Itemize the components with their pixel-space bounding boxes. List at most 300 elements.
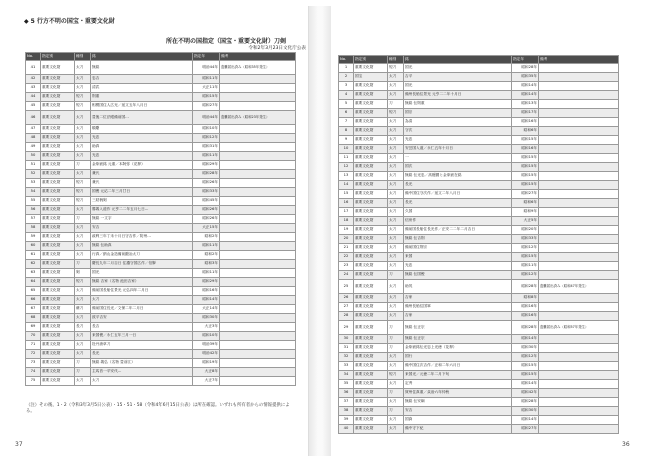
table-cell (539, 380, 619, 389)
table-cell: 備前国住長光／文保二年二月日 (91, 305, 193, 314)
table-cell: 来国 (404, 253, 512, 262)
table-cell: 昭和16年 (512, 118, 539, 127)
table-cell: 44 (26, 93, 41, 102)
table-cell: 太刀 (388, 235, 404, 244)
table-cell (220, 314, 296, 323)
table-cell: 重要文化財 (41, 350, 75, 359)
table-cell: 重要文化財 (354, 353, 388, 362)
table-cell: 57 (26, 215, 41, 224)
table-cell: 主馬首一平安代… (91, 368, 193, 377)
table-cell: 重要文化財 (354, 253, 388, 262)
table-cell: 昭和12年 (512, 353, 539, 362)
table-cell: 太刀 (388, 91, 404, 100)
table-row (26, 188, 296, 197)
table-cell: 太刀 (75, 332, 91, 341)
table-cell: 昭和12年 (512, 244, 539, 253)
table-cell: 昭和33年 (512, 235, 539, 244)
table-cell: 長光 (91, 350, 193, 359)
table-cell: 重要文化財 (41, 341, 75, 350)
table-cell: 47 (26, 125, 41, 134)
table-cell: 54 (26, 188, 41, 197)
table-row (339, 100, 619, 109)
table-cell: 10 (339, 145, 354, 154)
table-row (339, 208, 619, 217)
table-cell: 6 (339, 109, 354, 118)
table-cell (539, 199, 619, 208)
table-row (339, 244, 619, 253)
table-cell (539, 136, 619, 145)
table-cell: 太刀 (91, 296, 193, 305)
table-row (339, 163, 619, 172)
table-cell: 太刀 (388, 145, 404, 154)
table-row (26, 233, 296, 242)
table-cell: 短刀 (388, 109, 404, 118)
table-cell: 昭和15年 (512, 371, 539, 380)
table-cell: 太刀 (388, 181, 404, 190)
table-cell (539, 82, 619, 91)
table-cell: 太刀 (75, 111, 91, 125)
table-cell (220, 125, 296, 134)
table-cell: 明治44年 (193, 61, 220, 75)
table-cell (220, 75, 296, 84)
table-cell: 4 (339, 91, 354, 100)
table-cell: 太刀 (75, 75, 91, 84)
table-cell: 昭和29年 (193, 161, 220, 170)
table-header-row (26, 53, 296, 61)
table-cell: 太刀 (75, 152, 91, 161)
table-cell: 重要文化財 (41, 61, 75, 75)
table-cell (539, 145, 619, 154)
table-cell: 太刀 (388, 136, 404, 145)
table-cell: 安吉 (91, 224, 193, 233)
table-cell: 来国光／元徳二年二月下旬 (404, 371, 512, 380)
table-cell (220, 242, 296, 251)
table-cell: 行真／納山金造備前鍛冶太刀 (91, 251, 193, 260)
table-row (339, 91, 619, 100)
table-cell: 41 (26, 61, 41, 75)
table-cell: 60 (26, 242, 41, 251)
table-cell: 昭和15年 (512, 362, 539, 371)
table-row (26, 314, 296, 323)
table-cell: 太刀 (388, 253, 404, 262)
table-cell: 太刀 (388, 154, 404, 163)
table-cell: 昭和15年 (512, 163, 539, 172)
table-cell (539, 163, 619, 172)
table-cell (539, 91, 619, 100)
table-cell: 重要文化財 (354, 294, 388, 303)
table-cell (539, 303, 619, 312)
table-cell: 太刀 (388, 262, 404, 271)
table-cell (539, 226, 619, 235)
table-row (26, 111, 296, 125)
table-cell: 重要文化財 (354, 280, 388, 294)
table-cell: 重要文化財 (41, 134, 75, 143)
table-cell: 重要文化財 (354, 380, 388, 389)
table-cell: 9 (339, 136, 354, 145)
column-header: 指定年 (512, 56, 539, 64)
table-cell: 備州長船住景光 元亨二二年十月日 (404, 91, 512, 100)
table-cell (220, 197, 296, 206)
column-header: 指定年 (193, 53, 220, 61)
footnote: （注）その後、1・2（令和3年3月5日公表）・15・51・58（令和4年6月15日公表）は所在確認。いずれも所有者からの情報提供による。 (26, 403, 290, 415)
table-cell: 昭和42年 (512, 389, 539, 398)
table-cell: 光忠 (91, 134, 193, 143)
table-cell: 64 (26, 278, 41, 287)
table-cell: 重要文化財 (354, 118, 388, 127)
table-cell: 重要文化財 (354, 371, 388, 380)
table-cell: 昭和30年 (512, 407, 539, 416)
table-cell: 刀 (388, 344, 404, 353)
table-cell: 太刀 (388, 398, 404, 407)
table-cell: 昭和6年 (512, 127, 539, 136)
table-cell: 昭和15年 (512, 253, 539, 262)
table-cell: 無銘 伝正宗 (404, 335, 512, 344)
table-cell: 15 (339, 190, 354, 199)
table-cell (220, 359, 296, 368)
table-row (339, 73, 619, 82)
table-cell: 昭和15年 (193, 93, 220, 102)
table-cell: 重要文化財 (41, 224, 75, 233)
table-cell: 太刀 (388, 312, 404, 321)
table-cell: 重要文化財 (354, 235, 388, 244)
table-cell: 備中守下紀 (404, 425, 512, 434)
table-cell: 重要文化財 (41, 111, 75, 125)
table-row (339, 190, 619, 199)
table-cell: 短刀 (75, 188, 91, 197)
table-cell: 昭和10年 (193, 125, 220, 134)
table-cell: 重要文化財 (354, 145, 388, 154)
table-cell: 豊後二位法眼備前国… (91, 111, 193, 125)
table-cell: 無銘 伝正宗 (404, 321, 512, 335)
table-cell: 22 (339, 253, 354, 262)
table-cell: 34 (339, 371, 354, 380)
table-cell (539, 109, 619, 118)
table-cell (220, 368, 296, 377)
table-cell: 大正11年 (193, 84, 220, 93)
table-row (26, 305, 296, 314)
table-cell: 重要文化財 (41, 332, 75, 341)
table-cell: 8 (339, 127, 354, 136)
table-cell (539, 235, 619, 244)
table-cell: 65 (26, 287, 41, 296)
table-cell: 盗難届出済み（昭和23年発生） (220, 111, 296, 125)
table-cell: 吉平 (404, 73, 512, 82)
table-cell: 国光 (91, 269, 193, 278)
table-row (26, 332, 296, 341)
table-cell (539, 362, 619, 371)
table-row (339, 262, 619, 271)
table-cell: 昭和14年 (512, 380, 539, 389)
table-cell: 昭和14年 (512, 91, 539, 100)
table-row (26, 102, 296, 111)
table-cell: 重要文化財 (41, 93, 75, 102)
table-cell (539, 154, 619, 163)
table-cell (220, 332, 296, 341)
table-row (339, 226, 619, 235)
table-cell: 無銘 吉家（名物 池田吉家） (91, 278, 193, 287)
table-cell: 昭和33年 (193, 188, 220, 197)
table-row (26, 269, 296, 278)
table-row (339, 389, 619, 398)
table-cell: 重要文化財 (354, 154, 388, 163)
table-row (339, 118, 619, 127)
table-cell: 33 (339, 362, 354, 371)
column-header: 銘 (404, 56, 512, 64)
table-cell: 37 (339, 398, 354, 407)
table-cell: 17 (339, 208, 354, 217)
table-cell: 重要文化財 (41, 170, 75, 179)
table-cell: 無銘 伝則重 (404, 100, 512, 109)
table-cell: 昭和30年 (512, 344, 539, 353)
column-header: 指定別 (41, 53, 75, 61)
table-cell: 太刀 (75, 84, 91, 93)
table-cell: 久国 (404, 208, 512, 217)
table-cell: 太刀 (388, 244, 404, 253)
table-cell: 53 (26, 179, 41, 188)
table-cell: 21 (339, 244, 354, 253)
table-row (26, 287, 296, 296)
table-row (339, 199, 619, 208)
table-cell: 25 (339, 280, 354, 294)
table-row (339, 425, 619, 434)
table-cell: 昭和8年 (512, 294, 539, 303)
table-cell: 安吉 (404, 407, 512, 416)
table-cell (539, 244, 619, 253)
table-cell: 大正5年 (512, 217, 539, 226)
table-row (26, 206, 296, 215)
table-cell: 薙刀 (75, 305, 91, 314)
table-cell: 昭和15年 (512, 154, 539, 163)
table-cell: 国光 (404, 64, 512, 73)
table-cell: 重要文化財 (354, 226, 388, 235)
table-cell: 刀 (388, 335, 404, 344)
table-cell (539, 190, 619, 199)
table-cell (539, 344, 619, 353)
table-cell (539, 425, 619, 434)
table-row (339, 344, 619, 353)
table-cell: 昭和29年 (193, 278, 220, 287)
table-cell: 定秀 (404, 380, 512, 389)
table-cell: 重要文化財 (41, 152, 75, 161)
table-row (339, 280, 619, 294)
table-cell: 56 (26, 206, 41, 215)
table-cell: 重要文化財 (354, 312, 388, 321)
table-row (339, 294, 619, 303)
table-cell: 備前国長船住長光作／正安二二年二月吉日 (404, 226, 512, 235)
table-cell: 刀 (75, 368, 91, 377)
table-cell: 75 (26, 377, 41, 386)
table-row (26, 224, 296, 233)
table-cell: 28 (339, 312, 354, 321)
table-cell: 慶長九年二月吉日 住濃守国広作／信賢 (91, 260, 193, 269)
table-cell: 昭和11年 (512, 262, 539, 271)
table-cell: 55 (26, 197, 41, 206)
table-cell: 昭和28年 (512, 398, 539, 407)
table-cell: 30 (339, 335, 354, 344)
table-cell: 光忠 (404, 136, 512, 145)
section-title: ◆ 5 行方不明の国宝・重要文化財 (24, 18, 115, 25)
table-row (26, 179, 296, 188)
table-cell: 明治39年 (193, 341, 220, 350)
table-cell: 太刀 (388, 425, 404, 434)
table-cell: 国宗 (404, 109, 512, 118)
table-cell: 昭和16年 (512, 303, 539, 312)
table-row (26, 323, 296, 332)
table-row (26, 152, 296, 161)
column-header: 備考 (220, 53, 296, 61)
column-header: No. (26, 53, 41, 61)
table-cell: 重要文化財 (354, 303, 388, 312)
table-cell: 昭和28年 (512, 280, 539, 294)
table-cell: 備州長船住国軍 (404, 303, 512, 312)
table-cell (539, 64, 619, 73)
table-cell: 盗難届出済み（昭和57年発生） (539, 321, 619, 335)
table-cell: 昭和9年 (512, 208, 539, 217)
table-cell: 波平吉安 (91, 314, 193, 323)
table-cell: 短刀 (75, 93, 91, 102)
table-cell (539, 100, 619, 109)
table-cell: 牡丹唐草刀 (91, 341, 193, 350)
table-cell: 昭和27年 (193, 102, 220, 111)
table-cell (220, 233, 296, 242)
table-cell: 重要文化財 (354, 100, 388, 109)
book-gutter (309, 6, 331, 456)
table-cell: 昭和20年 (512, 226, 539, 235)
table-cell: 兼氏 (91, 179, 193, 188)
table-cell: 太刀 (388, 163, 404, 172)
table-cell: 国行 (404, 353, 512, 362)
table-cell: 昭和11年 (193, 269, 220, 278)
table-cell: 太刀 (75, 61, 91, 75)
table-cell: 昭和28年 (512, 321, 539, 335)
table-cell: 12 (339, 163, 354, 172)
table-cell (220, 152, 296, 161)
table-cell: 昭和16年 (512, 312, 539, 321)
table-cell: 重要文化財 (41, 269, 75, 278)
table-cell: 太刀 (75, 251, 91, 260)
table-cell: 長光 (404, 181, 512, 190)
table-cell (539, 353, 619, 362)
table-cell: 助真 (91, 143, 193, 152)
table-cell (539, 398, 619, 407)
table-cell (220, 93, 296, 102)
table-row (339, 217, 619, 226)
table-cell: 来国俊／永仁五年三月一日 (91, 332, 193, 341)
table-cell: 昭和14年 (193, 296, 220, 305)
table-cell: 24 (339, 271, 354, 280)
diamond-bullet-icon: ◆ (24, 18, 29, 25)
table-cell: 太刀 (91, 377, 193, 386)
table-cell: 大正3年 (193, 323, 220, 332)
table-cell: 昭和26年 (193, 206, 220, 215)
table-cell: 重要文化財 (41, 296, 75, 305)
table-cell: 67 (26, 305, 41, 314)
table-cell: 光忠 (404, 262, 512, 271)
table-cell: 昭和10年 (193, 332, 220, 341)
table-row (26, 170, 296, 179)
table-cell: 49 (26, 143, 41, 152)
table-cell: 吉家 (404, 312, 512, 321)
table-cell: 無銘 一文字 (91, 215, 193, 224)
table-cell: 太刀 (388, 190, 404, 199)
table-row (339, 371, 619, 380)
table-cell: 昭和28年 (512, 64, 539, 73)
table-cell: 太刀 (75, 350, 91, 359)
table-cell: 重要文化財 (354, 208, 388, 217)
table-row (26, 278, 296, 287)
table-row (339, 353, 619, 362)
table-row (339, 154, 619, 163)
table-row (339, 362, 619, 371)
table-cell: 短刀 (75, 197, 91, 206)
table-row (339, 398, 619, 407)
table-cell: 忠吉 (91, 75, 193, 84)
table-cell (220, 305, 296, 314)
column-header: No. (339, 56, 354, 64)
table-cell: 重要文化財 (41, 206, 75, 215)
table-cell: 重要文化財 (354, 82, 388, 91)
table-cell: 重要文化財 (354, 163, 388, 172)
table-cell: 刀 (75, 215, 91, 224)
table-cell: 備中国住守次作／延文二年八月日 (404, 190, 512, 199)
table-cell: 昭和14年 (512, 416, 539, 425)
table-cell: 太刀 (388, 82, 404, 91)
table-cell: 太刀 (75, 341, 91, 350)
table-cell: 太刀 (388, 172, 404, 181)
table-cell: 昭和11年 (193, 242, 220, 251)
table-cell: 重要文化財 (354, 407, 388, 416)
table-cell: 重要文化財 (41, 314, 75, 323)
table-row (339, 145, 619, 154)
table-cell: 国光 (404, 82, 512, 91)
table-cell: 刀 (75, 161, 91, 170)
table-row (26, 125, 296, 134)
table-cell: 兼氏 (91, 170, 193, 179)
table-cell: 重要文化財 (354, 344, 388, 353)
table-cell: 重要文化財 (41, 188, 75, 197)
table-cell: 太刀 (75, 296, 91, 305)
table-cell (220, 215, 296, 224)
table-cell: 賀州住真重／貞治六年仲秋 (404, 389, 512, 398)
table-cell: 昭和12年 (512, 271, 539, 280)
table-row (26, 368, 296, 377)
table-cell: 昭和15年 (512, 181, 539, 190)
table-cell (539, 208, 619, 217)
table-cell: 重要文化財 (41, 161, 75, 170)
table-cell: 昭和45年 (193, 197, 220, 206)
table-cell: 43 (26, 84, 41, 93)
table-cell (539, 371, 619, 380)
table-cell (220, 179, 296, 188)
table-row (26, 242, 296, 251)
table-cell: 5 (339, 100, 354, 109)
table-cell: 35 (339, 380, 354, 389)
register-title: 所在不明の国指定（国宝・重要文化財）刀剣 (165, 38, 286, 45)
table-cell: 短刀 (75, 102, 91, 111)
table-cell: 助茂 (404, 280, 512, 294)
table-cell: 無銘 伝光忠／高檀國と金象嵌在銘 (404, 172, 512, 181)
table-cell (539, 312, 619, 321)
table-cell: 39 (339, 416, 354, 425)
table-cell: 昭和2年 (193, 233, 220, 242)
table-cell (220, 143, 296, 152)
table-cell: 国次 (404, 163, 512, 172)
table-cell: 48 (26, 134, 41, 143)
table-cell: 大正7年 (193, 377, 220, 386)
table-cell: 重要文化財 (354, 64, 388, 73)
table-cell: 31 (339, 344, 354, 353)
table-cell: 国資 (404, 416, 512, 425)
